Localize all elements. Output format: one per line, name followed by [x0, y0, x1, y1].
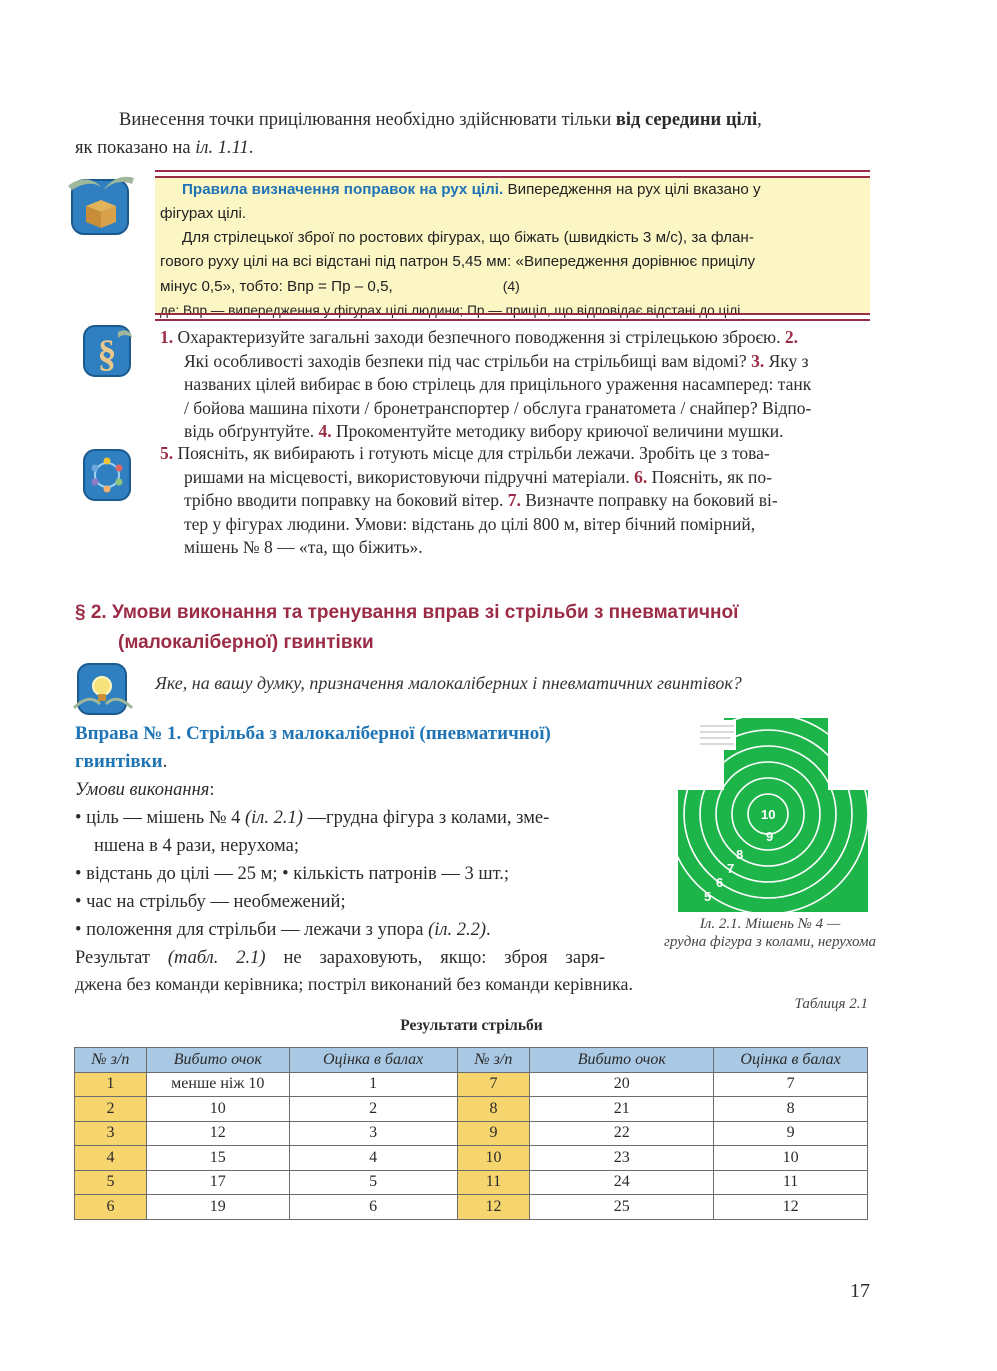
formula-number: (4) — [502, 278, 520, 294]
table-row: 4 15 4 10 23 10 — [75, 1146, 868, 1171]
table-row: 6 19 6 12 25 12 — [75, 1195, 868, 1220]
table-header-row — [75, 1048, 868, 1073]
table-title: Результати стрільби — [400, 1017, 543, 1034]
table-label: Таблиця 2.1 — [794, 996, 868, 1012]
condition-target: • ціль — мішень № 4 (іл. 2.1) —грудна фігура з колами, зме- — [75, 808, 550, 828]
rules-box: Правила визначення поправок на рух цілі. Випередження на рух цілі вказано у фігурах цілі. Для стрілецької зброї по ростових фігурах, що біжать (швидкість 3 м/с), за флан- гового руху цілі на всі відстані під патрон 5,45 мм: «Випередження дорівнює прицілу мінус 0,5», тобто: Впр = Пр – 0,5, (4) де: Впр — випередження у фігурах цілі людини; Пр — приціл, що відповідає відстані до цілі. — [155, 178, 870, 313]
exercise-block: Вправа № 1. Стрільба з малокаліберної (пневматичної) гвинтівки. Умови виконання: • ціль — мішень № 4 (іл. 2.1) —грудна фігура з колами, зме- ншена в 4 рази, нерухома; • відстань до цілі — 25 м; • кількість патронів — 3 шт.; • час на стрільбу — необмежений; • положення для стрільби — лежачи з упора (іл. 2.2). Результат (табл. 2.1) не зараховують, якщо: зброя заря- — [75, 720, 635, 972]
condition-time: • час на стрільбу — необмежений; — [75, 892, 346, 912]
condition-position: • положення для стрільби — лежачи з упора (іл. 2.2). — [75, 920, 491, 940]
results-table — [74, 1047, 868, 1220]
table-row: 2 10 2 8 21 8 — [75, 1097, 868, 1122]
paragraph-icon — [80, 322, 134, 380]
questions-block-1: 1. Охарактеризуйте загальні заходи безпечного поводження зі стрілецькою зброєю. 2. Які особливості заходів безпеки під час стрільби на стрільбищі вам відомі? 3. Яку з названих цілей вибирає в бою стрілець для прицільного ураження насамперед: танк / бойова машина піхоти / бронетранспортер / обслуга гранатомета / снайпер? Відпо- відь обґрунтуйте. 4. Прокоментуйте методику вибору криючої величини мушки. — [160, 327, 812, 442]
header-cell: Оцінка в балах — [289, 1048, 457, 1073]
ring-label-8: 8 — [736, 847, 744, 862]
table-row: 1 менше ніж 10 1 7 20 7 — [75, 1072, 868, 1097]
formula: мінус 0,5», тобто: Впр = Пр – 0,5, — [160, 278, 393, 295]
rules-title: Правила визначення поправок на рух цілі. — [182, 181, 504, 198]
section-title: § 2. Умови виконання та тренування вправ зі стрільби з пневматичної (малокаліберної) гвинтівки — [75, 602, 739, 653]
header-cell: Оцінка в балах — [714, 1048, 868, 1073]
header-cell: Вибито очок — [530, 1048, 714, 1073]
result-note: Результат (табл. 2.1) не зараховують, якщо: зброя заря- — [75, 948, 605, 968]
ring-label-7: 7 — [727, 861, 735, 876]
lightbulb-icon — [72, 660, 134, 718]
exercise-title: Вправа № 1. Стрільба з малокаліберної (пневматичної) — [75, 723, 551, 744]
figure-reference: іл. 1.11 — [195, 138, 249, 158]
intro-text: Винесення точки прицілювання необхідно здійснювати тільки — [119, 110, 616, 130]
rules-top-rule — [155, 170, 870, 178]
rules-bottom-rule — [155, 313, 870, 321]
figure-caption: Іл. 2.1. Мішень № 4 — грудна фігура з колами, нерухома — [663, 916, 877, 950]
intro-paragraph: Винесення точки прицілювання необхідно здійснювати тільки від середини цілі, як показано на іл. 1.11. — [75, 110, 762, 158]
table-row: 3 12 3 9 22 9 — [75, 1121, 868, 1146]
table-row: 5 17 5 11 24 11 — [75, 1170, 868, 1195]
target-figure — [678, 718, 868, 912]
box-icon — [66, 172, 136, 238]
group-icon — [80, 446, 134, 504]
ring-label-6: 6 — [716, 875, 724, 890]
svg-text:§: § — [97, 333, 117, 375]
conditions-label: Умови виконання — [75, 780, 210, 800]
ring-label-5: 5 — [704, 889, 712, 904]
header-cell: № з/п — [75, 1048, 147, 1073]
section-question: Яке, на вашу думку, призначення малокаліберних і пневматичних гвинтівок? — [155, 673, 742, 693]
condition-distance: • відстань до цілі — 25 м; • кількість патронів — 3 шт.; — [75, 864, 510, 884]
page-number: 17 — [850, 1280, 870, 1302]
intro-bold: від середини цілі — [615, 110, 758, 130]
header-cell: Вибито очок — [146, 1048, 289, 1073]
questions-block-2: 5. Поясніть, як вибирають і готують місце для стрільби лежачи. Зробіть це з това- ришами на місцевості, використовуючи підручні матеріали. 6. Поясніть, як по- трібно вводити поправку на боковий вітер. 7. Визначте поправку на боковий ві- тер у фігурах людини. Умови: відстань до цілі 800 м, вітер бічний помірний, мішень № 8 — «та, що біжить». — [160, 443, 778, 558]
header-cell: № з/п — [457, 1048, 530, 1073]
ring-label-10: 10 — [761, 807, 776, 822]
ring-label-9: 9 — [766, 829, 774, 844]
